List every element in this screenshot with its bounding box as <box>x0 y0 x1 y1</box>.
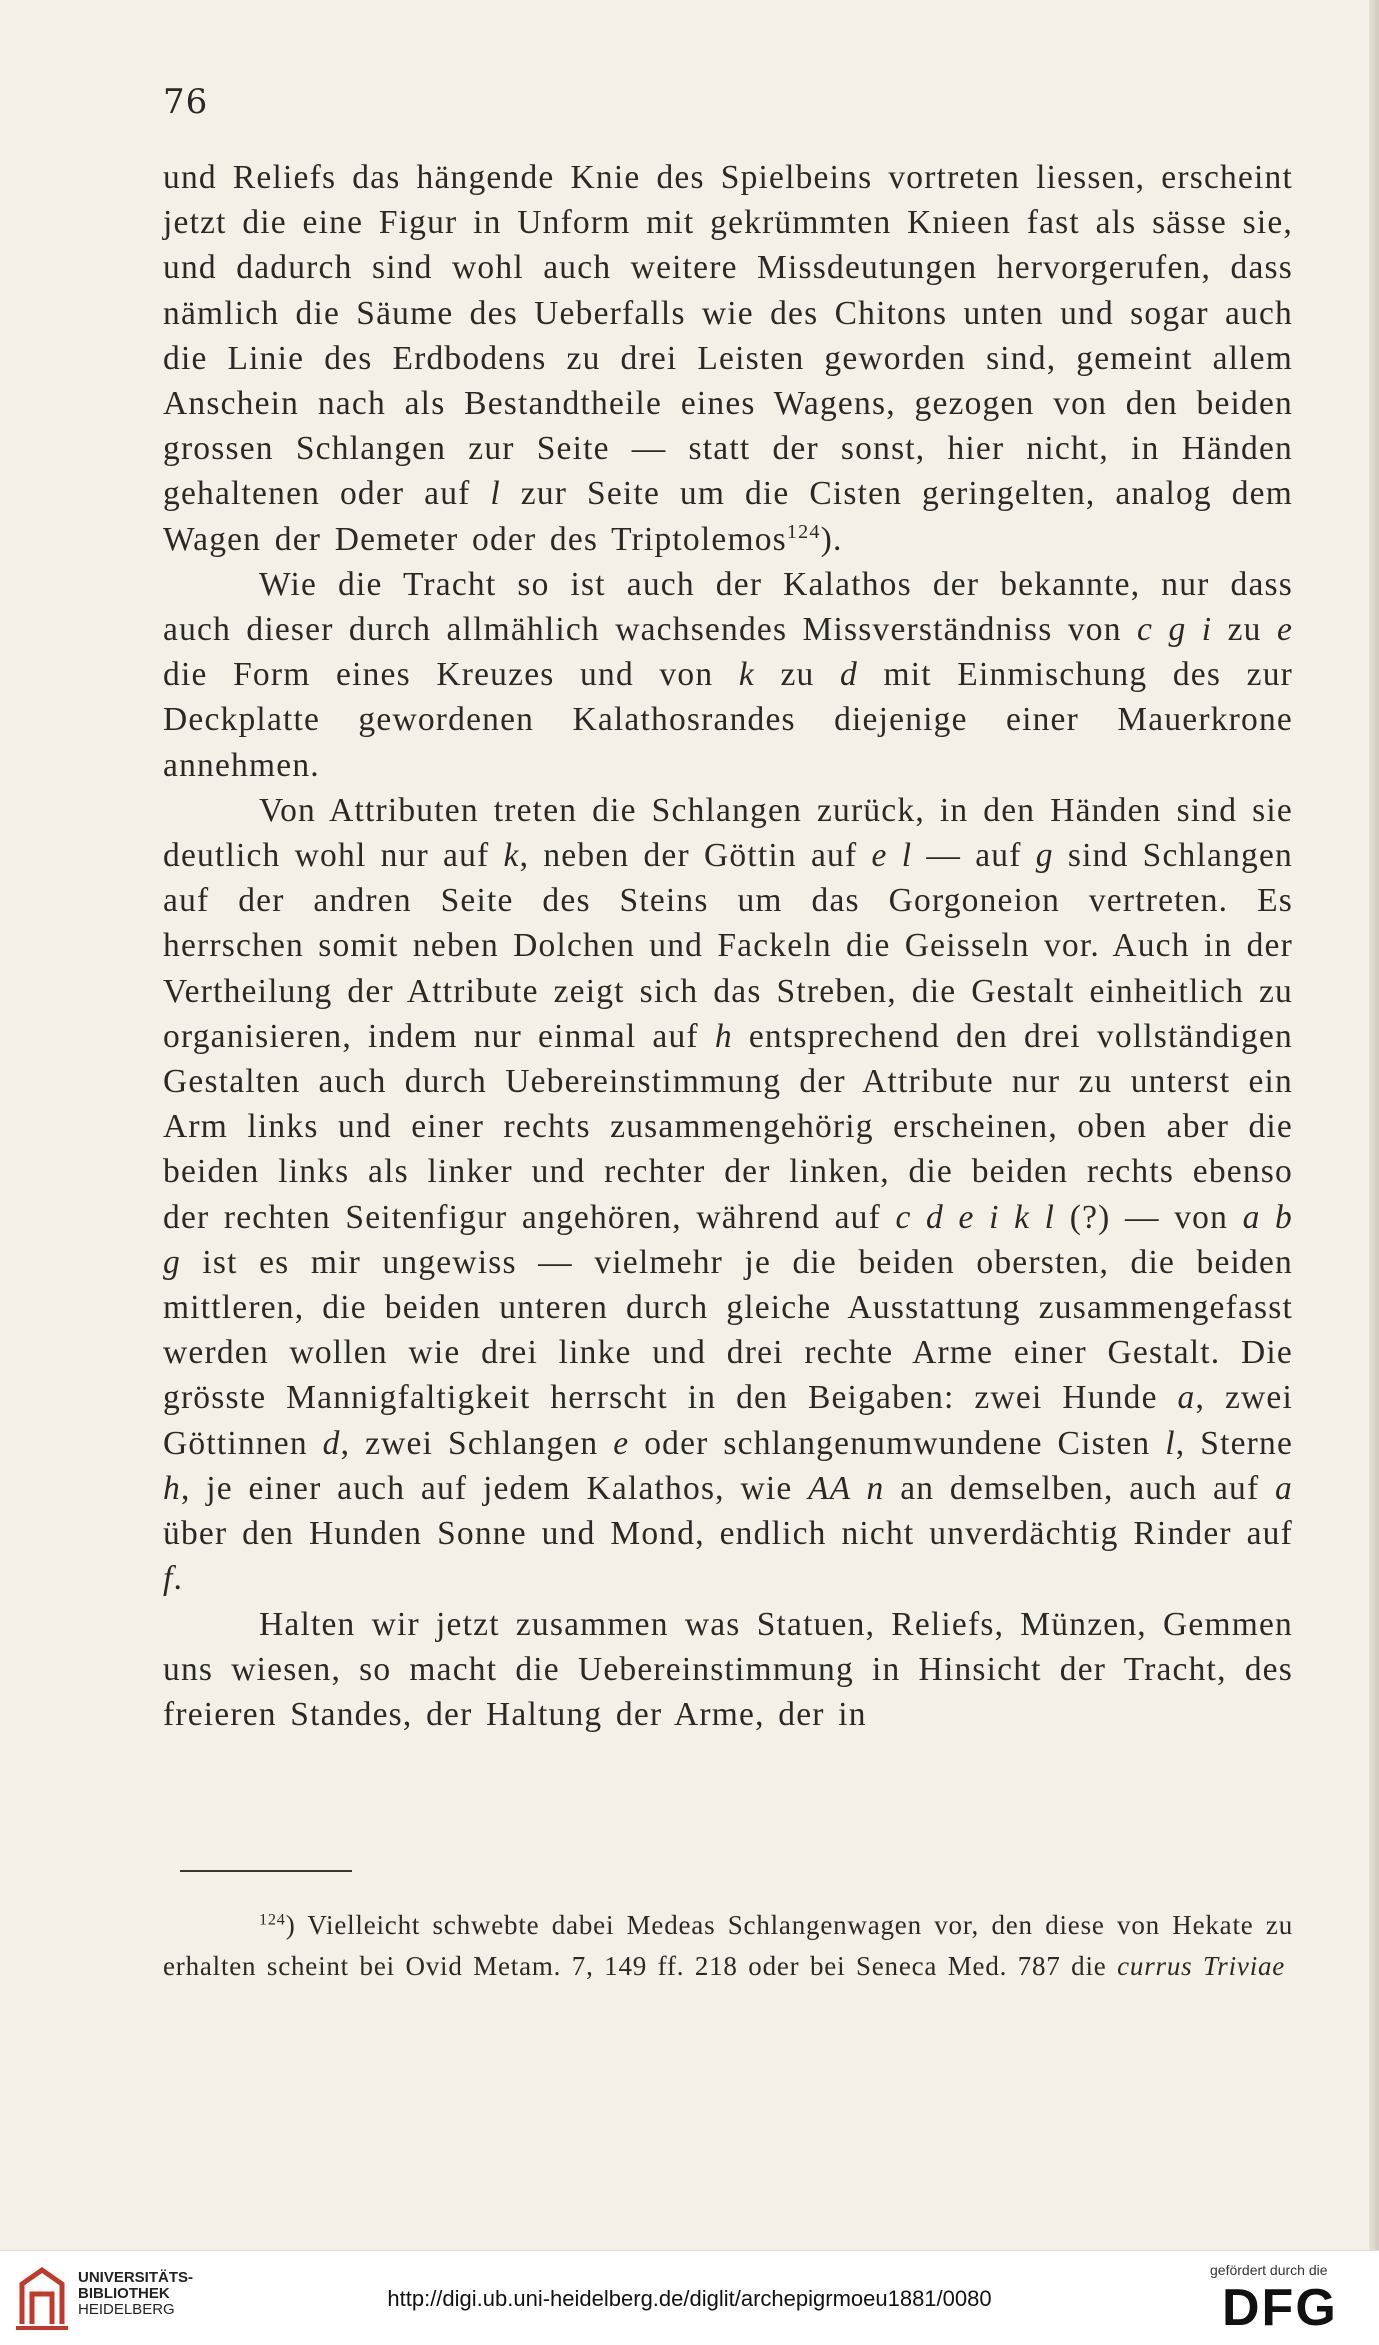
text-run: oder schlangenumwundene Cisten <box>629 1424 1166 1462</box>
italic-letter: h <box>714 1017 733 1055</box>
text-run: sind Schlangen auf der andren Seite des Steins um das Gorgoneion vertreten. Es herrschen somit neben Dolchen und Fackeln die Geisseln vor. Auch in der Vertheilung der Attribute zeigt sich das Streben, die Gestalt einheitlich zu organisieren, indem nur einmal auf <box>163 837 1294 1055</box>
text-run: zur Seite um die Cisten geringelten, analog dem Wagen der Demeter oder des Triptolemos <box>163 475 1294 558</box>
footnote-124 <box>163 1905 1293 1987</box>
italic-letter: c d e i k l <box>895 1198 1056 1236</box>
institution-line-2: BIBLIOTHEK <box>78 2285 170 2302</box>
paragraph-1 <box>163 155 1293 562</box>
text-run: , Sterne <box>1175 1424 1294 1462</box>
italic-letter: AA n <box>808 1469 885 1507</box>
text-run: , zwei Schlangen <box>340 1424 614 1462</box>
institution-line-3: HEIDELBERG <box>78 2301 175 2318</box>
text-run: zu <box>1212 611 1277 649</box>
italic-letter: d <box>840 656 858 694</box>
italic-letter: d <box>322 1424 341 1462</box>
page-edge-shadow <box>1369 0 1379 2250</box>
text-run: Von Attributen treten die Schlangen zurück, in den Händen sind sie deutlich wohl nur auf <box>163 791 1293 875</box>
text-run: , neben der Göttin auf <box>519 837 872 875</box>
paragraph-4 <box>163 1602 1293 1738</box>
text-run: — auf <box>912 837 1036 875</box>
italic-letter: h <box>163 1469 181 1507</box>
italic-letter: e <box>613 1424 630 1462</box>
paragraph-2 <box>163 562 1293 788</box>
source-url-link[interactable]: http://digi.ub.uni-heidelberg.de/diglit/archepigrmoeu1881/0080 <box>387 2286 992 2311</box>
italic-letter: a b g <box>163 1198 1293 1281</box>
dfg-logo[interactable]: DFG <box>1222 2279 1338 2337</box>
text-run: und Reliefs das hängende Knie des Spielbeins vortreten liessen, erscheint jetzt die eine Figur in Unform mit gekrümmten Knieen fast als sässe sie, und dadurch sind wohl auch weitere Missdeutungen hervorgerufen, dass nämlich die Säume des Ueberfalls wie des Chitons unten und sogar auch die Linie des Erdbodens zu drei Leisten geworden sind, gemeint allem Anschein nach als Bestandtheile eines Wagens, gezogen von den beiden grossen Schlangen zur Seite — statt der sonst, hier nicht, in Händen gehaltenen oder auf <box>163 159 1293 513</box>
footnote-italic: currus Triviae <box>1117 1951 1286 1981</box>
text-run: . <box>173 1560 184 1598</box>
italic-letter: a <box>1275 1469 1293 1507</box>
italic-letter: e <box>1276 611 1294 649</box>
italic-letter: f <box>163 1560 174 1598</box>
footnote-text: ) Vielleicht schwebte dabei Medeas Schlangenwagen vor, den diese von Hekate zu erhalten scheint bei Ovid Metam. 7, 149 ff. 218 oder bei Seneca Med. 787 die <box>163 1910 1293 1981</box>
funding-caption: gefördert durch die <box>1210 2262 1328 2278</box>
footnote-reference[interactable]: 124 <box>786 520 821 543</box>
italic-letter: c g i <box>1137 611 1213 649</box>
italic-letter: k <box>738 656 755 694</box>
italic-letter: l <box>490 475 501 513</box>
text-run: Halten wir jetzt zusammen was Statuen, Reliefs, Münzen, Gemmen uns wiesen, so macht die Uebereinstimmung in Hinsicht der Tracht, des freieren Standes, der Haltung der Arme, der in <box>163 1605 1293 1733</box>
italic-letter: e l <box>871 837 913 875</box>
footnote-number: 124 <box>259 1910 286 1929</box>
main-text <box>163 155 1293 1737</box>
institution-line-1: UNIVERSITÄTS- <box>78 2269 194 2286</box>
text-run: an demselben, auch auf <box>884 1469 1276 1507</box>
text-run: entsprechend den drei vollständigen Gestalten auch durch Uebereinstimmung der Attribute nur zu unterst ein Arm links und einer rechts zusammengehörig erscheinen, oben aber die beiden links als linker und rechter der linken, die beiden rechts ebenso der rechten Seitenfigur angehören, während auf <box>163 1017 1293 1236</box>
footnote <box>163 1905 1293 1987</box>
text-run: , zwei Göttinnen <box>163 1379 1293 1462</box>
footnote-divider <box>180 1870 352 1872</box>
text-run: über den Hunden Sonne und Mond, endlich nicht unverdächtig Rinder auf <box>163 1515 1293 1553</box>
italic-letter: l <box>1165 1424 1176 1462</box>
text-run: (?) — von <box>1055 1198 1243 1236</box>
text-run: Wie die Tracht so ist auch der Kalathos der bekannte, nur dass auch dieser durch allmählich wachsendes Missverständniss von <box>163 565 1293 649</box>
text-run: ). <box>820 520 843 558</box>
text-run: zu <box>754 656 840 694</box>
page-number: 76 <box>163 82 209 122</box>
text-run: , je einer auch auf jedem Kalathos, wie <box>180 1469 809 1507</box>
italic-letter: a <box>1177 1379 1196 1417</box>
italic-letter: k <box>503 837 520 875</box>
italic-letter: g <box>1035 837 1054 875</box>
text-run: die Form eines Kreuzes und von <box>163 656 739 694</box>
text-run: mit Einmischung des zur Deckplatte gewordenen Kalathosrandes diejenige einer Mauerkrone annehmen. <box>163 656 1293 784</box>
paragraph-3 <box>163 788 1293 1602</box>
text-run: ist es mir ungewiss — vielmehr je die beiden obersten, die beiden mittleren, die beiden unteren durch gleiche Ausstattung zusammengefasst werden wollen wie drei linke und drei rechte Arme einer Gestalt. Die grösste Mannigfaltigkeit herrscht in den Beigaben: zwei Hunde <box>163 1243 1293 1417</box>
